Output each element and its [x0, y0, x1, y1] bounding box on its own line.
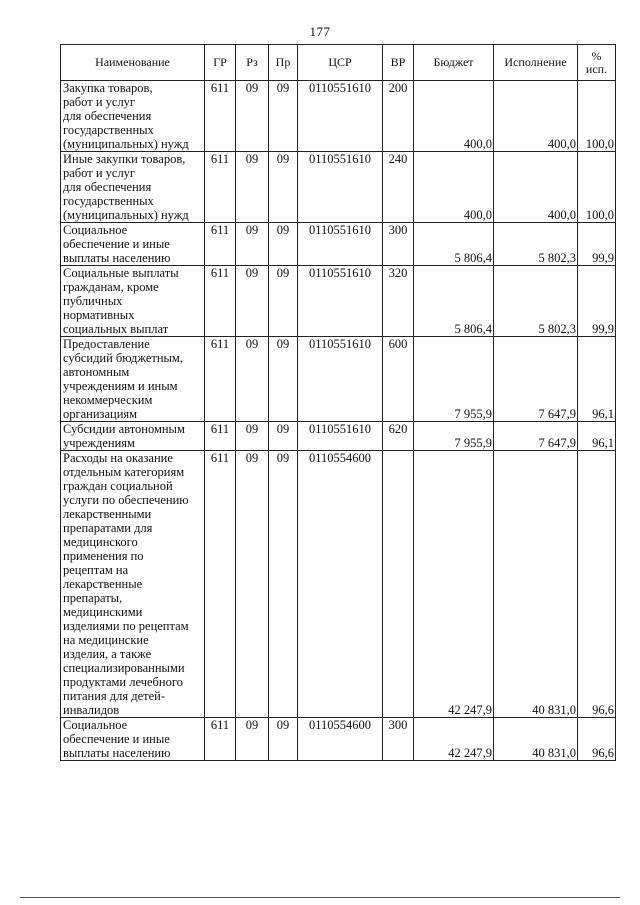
row-gr-cell: 611 [205, 152, 236, 223]
row-name-line: услуги по обеспечению [63, 493, 189, 507]
row-name-line: медицинского [63, 535, 138, 549]
row-pr-cell: 09 [269, 81, 298, 152]
table-row [61, 337, 616, 422]
row-execution-cell: 5 802,3 [494, 223, 578, 266]
row-name-line: некоммерческим [63, 393, 153, 407]
row-name-line: лекарственными [63, 507, 152, 521]
table-row [61, 223, 616, 266]
row-name-cell [61, 718, 205, 761]
row-name-cell [61, 422, 205, 451]
header-rz: Рз [236, 45, 269, 81]
row-rz-cell: 09 [236, 223, 269, 266]
row-name-line: государственных [63, 194, 154, 208]
row-name-line: изделиями по рецептам [63, 619, 189, 633]
row-name-line: препаратами для [63, 521, 153, 535]
row-name-line: гражданам, кроме [63, 280, 159, 294]
header-percent-sign: % [591, 48, 602, 63]
row-percent-cell: 96,6 [578, 451, 616, 718]
row-name-line: изделия, а также [63, 647, 152, 661]
row-budget-cell: 7 955,9 [414, 422, 494, 451]
row-name-line: государственных [63, 123, 154, 137]
row-name-line: инвалидов [63, 703, 120, 717]
row-name-line: Социальное [63, 223, 128, 237]
row-pr-cell: 09 [269, 266, 298, 337]
row-gr-cell: 611 [205, 223, 236, 266]
row-vr-cell: 300 [383, 223, 414, 266]
row-name-line: выплаты населению [63, 251, 171, 265]
row-name-line: Предоставление [63, 337, 150, 351]
row-csr-cell: 0110554600 [298, 451, 383, 718]
row-name-line: для обеспечения [63, 180, 152, 194]
row-budget-cell: 5 806,4 [414, 266, 494, 337]
row-budget-cell: 7 955,9 [414, 337, 494, 422]
row-name-line: рецептам на [63, 563, 129, 577]
row-vr-cell: 320 [383, 266, 414, 337]
row-budget-cell: 42 247,9 [414, 451, 494, 718]
row-rz-cell: 09 [236, 152, 269, 223]
row-name-line: нормативных [63, 308, 135, 322]
row-name-cell [61, 81, 205, 152]
row-csr-cell: 0110554600 [298, 718, 383, 761]
row-gr-cell: 611 [205, 266, 236, 337]
row-execution-cell: 40 831,0 [494, 718, 578, 761]
row-name-line: питания для детей- [63, 689, 166, 703]
table-row [61, 718, 616, 761]
row-name-cell [61, 337, 205, 422]
row-gr-cell: 611 [205, 422, 236, 451]
row-name-line: Иные закупки товаров, [63, 152, 186, 166]
row-execution-cell: 5 802,3 [494, 266, 578, 337]
row-name-line: учреждениям и иным [63, 379, 178, 393]
row-execution-cell: 40 831,0 [494, 451, 578, 718]
row-execution-cell: 400,0 [494, 81, 578, 152]
row-percent-cell: 96,6 [578, 718, 616, 761]
row-rz-cell: 09 [236, 451, 269, 718]
header-pr: Пр [269, 45, 298, 81]
row-name-line: Социальное [63, 718, 128, 732]
row-name-line: Расходы на оказание [63, 451, 173, 465]
table-body [61, 81, 616, 761]
row-name-line: отдельным категориям [63, 465, 185, 479]
row-vr-cell: 240 [383, 152, 414, 223]
row-percent-cell: 96,1 [578, 422, 616, 451]
row-name-line: медицинскими [63, 605, 143, 619]
header-gr: ГР [205, 45, 236, 81]
row-budget-cell: 5 806,4 [414, 223, 494, 266]
page-bottom-rule [20, 897, 620, 898]
row-name-line: обеспечение и иные [63, 237, 170, 251]
row-percent-cell: 96,1 [578, 337, 616, 422]
row-csr-cell: 0110551610 [298, 81, 383, 152]
table-row [61, 152, 616, 223]
row-gr-cell: 611 [205, 718, 236, 761]
row-name-line: Социальные выплаты [63, 266, 179, 280]
row-name-line: субсидий бюджетным, [63, 351, 183, 365]
table-header-row [61, 45, 616, 81]
row-name-line: специализированными [63, 661, 185, 675]
header-name: Наименование [61, 45, 205, 81]
table-row [61, 422, 616, 451]
row-name-line: организациям [63, 407, 138, 421]
row-name-line: для обеспечения [63, 109, 152, 123]
row-name-line: Закупка товаров, [63, 81, 153, 95]
table-row [61, 266, 616, 337]
row-name-line: препараты, [63, 591, 123, 605]
row-rz-cell: 09 [236, 266, 269, 337]
row-execution-cell: 7 647,9 [494, 422, 578, 451]
row-pr-cell: 09 [269, 451, 298, 718]
row-name-line: лекарственные [63, 577, 143, 591]
row-vr-cell [383, 451, 414, 718]
row-budget-cell: 400,0 [414, 81, 494, 152]
row-gr-cell: 611 [205, 451, 236, 718]
budget-execution-table [60, 44, 616, 761]
row-name-line: граждан социальной [63, 479, 173, 493]
row-rz-cell: 09 [236, 422, 269, 451]
header-vr: ВР [383, 45, 414, 81]
row-csr-cell: 0110551610 [298, 152, 383, 223]
row-pr-cell: 09 [269, 718, 298, 761]
row-execution-cell: 7 647,9 [494, 337, 578, 422]
row-percent-cell: 99,9 [578, 266, 616, 337]
header-percent [578, 45, 616, 81]
row-percent-cell: 100,0 [578, 152, 616, 223]
row-name-line: выплаты населению [63, 746, 171, 760]
row-vr-cell: 600 [383, 337, 414, 422]
row-name-line: автономным [63, 365, 130, 379]
row-rz-cell: 09 [236, 81, 269, 152]
row-pr-cell: 09 [269, 152, 298, 223]
table-row [61, 451, 616, 718]
row-gr-cell: 611 [205, 337, 236, 422]
row-name-cell [61, 223, 205, 266]
row-name-line: продуктами лечебного [63, 675, 183, 689]
row-name-cell [61, 266, 205, 337]
row-name-line: (муниципальных) нужд [63, 208, 189, 222]
row-pr-cell: 09 [269, 422, 298, 451]
header-execution: Исполнение [494, 45, 578, 81]
row-name-cell [61, 451, 205, 718]
row-name-line: публичных [63, 294, 123, 308]
table-row [61, 81, 616, 152]
header-percent-text: исп. [585, 61, 608, 76]
row-vr-cell: 620 [383, 422, 414, 451]
row-rz-cell: 09 [236, 337, 269, 422]
row-gr-cell: 611 [205, 81, 236, 152]
row-name-line: работ и услуг [63, 95, 136, 109]
row-name-line: Субсидии автономным [63, 422, 185, 436]
row-budget-cell: 42 247,9 [414, 718, 494, 761]
row-csr-cell: 0110551610 [298, 266, 383, 337]
row-percent-cell: 100,0 [578, 81, 616, 152]
row-name-line: обеспечение и иные [63, 732, 170, 746]
header-csr: ЦСР [298, 45, 383, 81]
row-execution-cell: 400,0 [494, 152, 578, 223]
page-number: 177 [309, 24, 331, 39]
row-name-line: на медицинские [63, 633, 149, 647]
row-rz-cell: 09 [236, 718, 269, 761]
row-name-line: применения по [63, 549, 144, 563]
row-vr-cell: 300 [383, 718, 414, 761]
row-name-line: (муниципальных) нужд [63, 137, 189, 151]
row-name-line: социальных выплат [63, 322, 169, 336]
row-csr-cell: 0110551610 [298, 337, 383, 422]
row-name-cell [61, 152, 205, 223]
row-percent-cell: 99,9 [578, 223, 616, 266]
row-name-line: работ и услуг [63, 166, 136, 180]
row-vr-cell: 200 [383, 81, 414, 152]
header-budget: Бюджет [414, 45, 494, 81]
row-pr-cell: 09 [269, 337, 298, 422]
row-pr-cell: 09 [269, 223, 298, 266]
row-csr-cell: 0110551610 [298, 223, 383, 266]
row-name-line: учреждениям [63, 436, 135, 450]
row-budget-cell: 400,0 [414, 152, 494, 223]
row-csr-cell: 0110551610 [298, 422, 383, 451]
